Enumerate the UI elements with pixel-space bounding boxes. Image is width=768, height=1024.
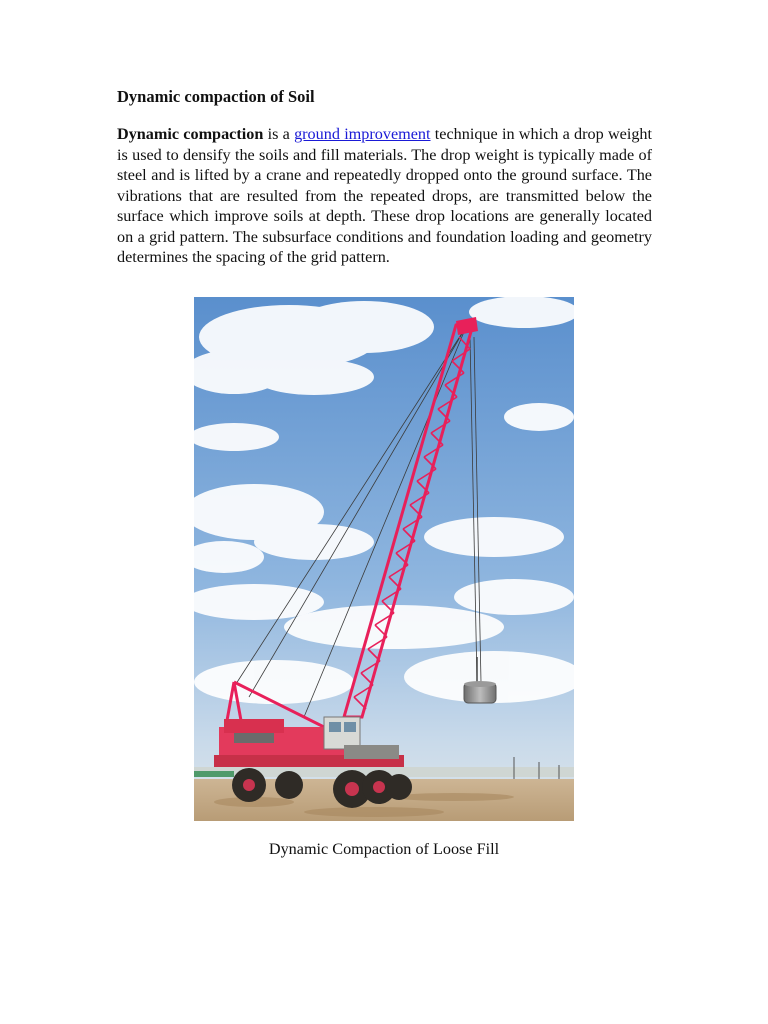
crane-photo-illustration: [194, 297, 574, 821]
paragraph-text-2: technique in which a drop weight is used to densify the soils and fill materials. The drop weight is typically made of steel and is lifted by a crane and repeatedly dropped onto the ground surface. The vibrations that are resulted from the repeated drops, are transmitted below the surface which improve soils at depth. These drop locations are generally located on a grid pattern. The subsurface conditions and foundation loading and geometry determines the spacing of the grid pattern.: [117, 125, 653, 266]
lead-term: Dynamic compaction: [117, 125, 264, 143]
crane-photo: [194, 297, 574, 821]
document-heading: Dynamic compaction of Soil: [117, 87, 315, 106]
figure-caption: Dynamic Compaction of Loose Fill: [268, 840, 500, 858]
ground-improvement-link[interactable]: ground improvement: [294, 125, 431, 143]
paragraph-text-1: is a: [263, 125, 295, 143]
body-paragraph: [117, 124, 652, 268]
